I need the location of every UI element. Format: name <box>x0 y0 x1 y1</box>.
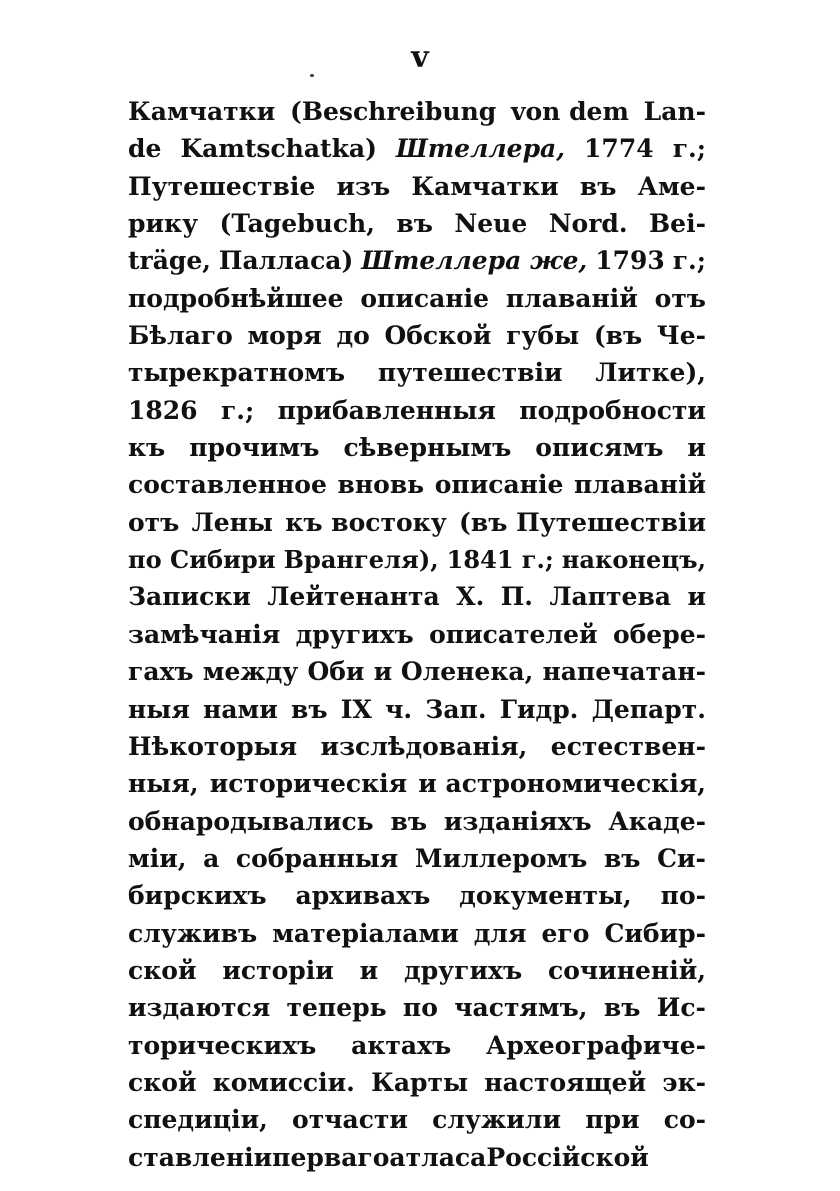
word: Лаптева <box>549 582 672 612</box>
word: и Оленека, <box>373 657 534 687</box>
word: de <box>128 134 162 164</box>
word: историческія <box>209 769 408 799</box>
word: ч. <box>385 694 413 724</box>
word: (въ Путешествіи <box>459 507 706 537</box>
word: П. <box>500 582 534 612</box>
word: подробнѣйшее <box>128 283 344 313</box>
word: собранныя <box>235 843 399 873</box>
word: исторіи <box>222 955 334 985</box>
word: по <box>402 993 438 1023</box>
word: ставленіи <box>128 1142 273 1172</box>
word: въ <box>603 843 641 873</box>
word: губы <box>506 321 580 351</box>
word: нами <box>203 694 278 724</box>
word: отъ <box>128 507 180 537</box>
word: Оби <box>307 657 365 687</box>
word: перваго <box>272 1142 390 1172</box>
text-line <box>128 354 706 391</box>
word: атласа <box>389 1142 487 1172</box>
word: (Beschreibung <box>290 97 497 126</box>
word: 1793 <box>595 246 665 276</box>
word: эк- <box>662 1067 706 1097</box>
word: Lan- <box>643 97 706 126</box>
word: до <box>336 321 370 351</box>
word: Kamtschatka) <box>180 134 377 164</box>
text-line <box>128 877 706 914</box>
word: составленное <box>128 470 327 500</box>
word: Палласа) <box>218 246 354 276</box>
word: Бѣлаго <box>128 321 233 351</box>
word: изслѣдованія, <box>320 731 528 761</box>
word: ской <box>128 1067 197 1097</box>
word: архивахъ <box>295 881 431 911</box>
text-line <box>128 1101 706 1138</box>
word: по- <box>660 881 706 911</box>
word: матеріалами <box>272 918 459 948</box>
word: издаются <box>128 993 271 1023</box>
word: между <box>202 657 299 687</box>
word: 1841 <box>446 545 514 575</box>
word: (Tagebuch, <box>219 209 375 239</box>
word: (въ <box>593 321 643 351</box>
word: 1826 <box>128 395 198 425</box>
page-number: v <box>411 40 429 75</box>
word: его <box>541 918 590 948</box>
text-line <box>128 429 706 466</box>
word: естествен- <box>550 731 706 761</box>
word: подробности <box>519 395 706 425</box>
word: наконецъ, <box>561 545 706 575</box>
word: Акаде- <box>608 806 706 836</box>
text-line <box>128 989 706 1026</box>
word: г.; <box>672 134 706 164</box>
word: описямъ <box>535 433 664 463</box>
word: Сибир- <box>604 918 706 948</box>
word: изъ <box>336 171 391 201</box>
word: въ <box>390 806 428 836</box>
word: другихъ <box>295 619 414 649</box>
word: при <box>585 1105 640 1135</box>
word: изданіяхъ <box>443 806 592 836</box>
text-line <box>128 803 706 840</box>
word: Археографиче- <box>485 1030 706 1060</box>
word: бирскихъ <box>128 881 267 911</box>
word: а <box>203 843 220 873</box>
word: Миллеромъ <box>414 843 588 873</box>
text-line <box>128 765 706 802</box>
word: Bei- <box>649 209 706 239</box>
word: спедиціи, <box>128 1105 268 1135</box>
word: плаваній <box>505 283 638 313</box>
word: къ <box>128 433 166 463</box>
text-line <box>128 840 706 877</box>
word: Департ. <box>591 694 706 724</box>
word: Обской <box>384 321 492 351</box>
word: Штеллера же, <box>361 246 588 276</box>
word: г.; <box>521 545 554 575</box>
word: Штеллера, <box>396 134 565 164</box>
word: вновь <box>337 470 425 500</box>
text-line <box>128 1027 706 1064</box>
text-line <box>128 1139 706 1176</box>
text-line <box>128 541 706 578</box>
text-line <box>128 130 706 167</box>
word: для <box>473 918 527 948</box>
word: тырекратномъ <box>128 358 346 388</box>
text-line <box>128 691 706 728</box>
word: Зап. <box>425 694 487 724</box>
word: Ис- <box>656 993 706 1023</box>
word: напечатан- <box>542 657 706 687</box>
word: прочимъ <box>189 433 320 463</box>
text-line <box>128 392 706 429</box>
text-line <box>128 1064 706 1101</box>
word: и <box>687 582 706 612</box>
word: 1774 <box>584 134 654 164</box>
word: Россійской <box>486 1142 649 1172</box>
word: описаніе <box>360 283 490 313</box>
word: описателей <box>429 619 598 649</box>
word: по Сибири <box>128 545 276 575</box>
print-speck <box>310 74 314 77</box>
word: Nord. <box>548 209 628 239</box>
word: сочиненій, <box>547 955 706 985</box>
word: Neue <box>454 209 528 239</box>
word: и <box>359 955 379 985</box>
text-line <box>128 205 706 242</box>
text-line <box>128 578 706 615</box>
word: Че- <box>656 321 706 351</box>
word: Нѣкоторыя <box>128 731 298 761</box>
text-line <box>128 280 706 317</box>
word: служили <box>432 1105 561 1135</box>
word: гахъ <box>128 657 194 687</box>
text-line <box>128 317 706 354</box>
text-line <box>128 915 706 952</box>
text-line <box>128 653 706 690</box>
word: Си- <box>657 843 706 873</box>
word: теперь <box>286 993 387 1023</box>
word: Литке), <box>595 358 706 388</box>
word: въ <box>396 209 433 239</box>
word: обнародывались <box>128 806 374 836</box>
word: Гидр. <box>499 694 579 724</box>
text-line <box>128 93 706 130</box>
body-text <box>128 93 706 1176</box>
word: и <box>687 433 706 463</box>
text-line <box>128 168 706 205</box>
word: von dem <box>510 97 629 126</box>
word: Путешествіе <box>128 171 316 201</box>
word: г.; <box>672 246 706 276</box>
word: Х. <box>456 582 485 612</box>
text-line <box>128 616 706 653</box>
word: отъ <box>654 283 706 313</box>
word: въ <box>603 993 641 1023</box>
word: въ <box>291 694 328 724</box>
text-line <box>128 952 706 989</box>
word: отчасти <box>292 1105 408 1135</box>
word: служивъ <box>128 918 258 948</box>
word: актахъ <box>351 1030 452 1060</box>
word: въ <box>579 171 617 201</box>
word: обере- <box>612 619 706 649</box>
word: г.; <box>220 395 255 425</box>
word: документы, <box>459 881 632 911</box>
word: другихъ <box>404 955 523 985</box>
text-line <box>128 466 706 503</box>
word: ныя, <box>128 769 199 799</box>
word: настоящей <box>484 1067 647 1097</box>
word: сѣвернымъ <box>343 433 512 463</box>
word: и астрономическія, <box>418 769 706 799</box>
word: Врангеля), <box>283 545 439 575</box>
word: ныя <box>128 694 190 724</box>
word: IX <box>340 694 372 724</box>
word: träge, <box>128 246 211 276</box>
word: Лейтенанта <box>267 582 440 612</box>
word: міи, <box>128 843 187 873</box>
word: Камчатки <box>128 97 276 126</box>
word: рику <box>128 209 199 239</box>
word: къ востоку <box>285 507 447 537</box>
text-line <box>128 242 706 279</box>
word: замѣчанія <box>128 619 281 649</box>
word: Лены <box>191 507 273 537</box>
word: моря <box>247 321 322 351</box>
word: прибавленныя <box>277 395 496 425</box>
word: Камчатки <box>411 171 559 201</box>
word: описаніе <box>434 470 564 500</box>
word: путешествіи <box>377 358 563 388</box>
word: Аме- <box>637 171 706 201</box>
word: комиссіи. <box>212 1067 355 1097</box>
word: торическихъ <box>128 1030 317 1060</box>
word: Карты <box>371 1067 469 1097</box>
word: частямъ, <box>454 993 588 1023</box>
word: плаваній <box>573 470 706 500</box>
text-line <box>128 728 706 765</box>
word: со- <box>663 1105 706 1135</box>
word: ской <box>128 955 197 985</box>
text-line <box>128 504 706 541</box>
word: Записки <box>128 582 251 612</box>
